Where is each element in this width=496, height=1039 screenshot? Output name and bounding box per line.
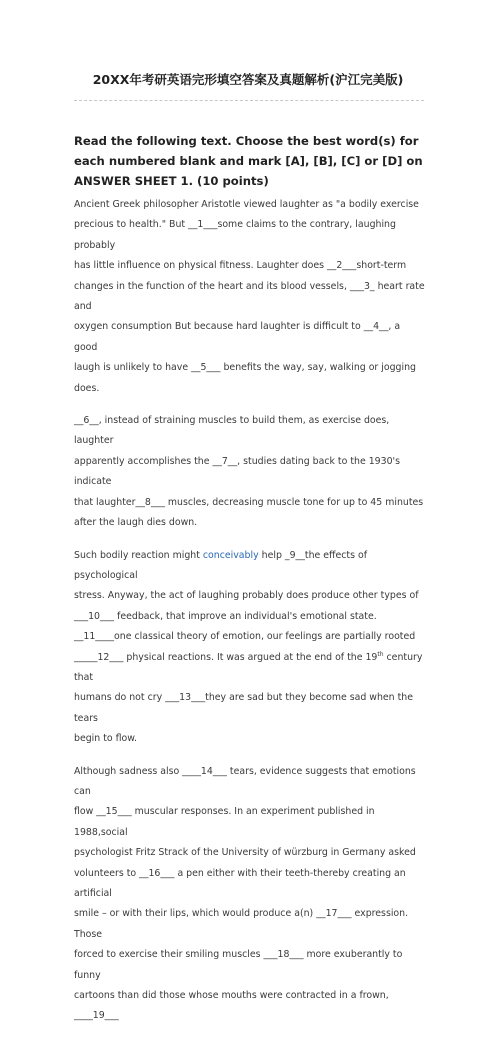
line: humans do not cry ___13___they are sad but they become sad when the tears xyxy=(74,692,413,724)
text: century that xyxy=(74,651,423,683)
line: changes in the function of the heart and its blood vessels, ___3_ heart rate and xyxy=(74,280,425,313)
paragraph-2 xyxy=(74,411,426,533)
line: forced to exercise their smiling muscles ___18___ more exuberantly to funny xyxy=(74,949,403,981)
line: Although sadness also ____14___ tears, evidence suggests that emotions can xyxy=(74,765,416,797)
line: stress. Anyway, the act of laughing probably does produce other types of xyxy=(74,590,419,602)
line: ___10___ feedback, that improve an individual's emotional state. xyxy=(74,610,377,622)
paragraph-3 xyxy=(74,546,426,750)
line: __6__, instead of straining muscles to build them, as exercise does, laughter xyxy=(74,415,390,447)
line: psychologist Fritz Strack of the University of würzburg in Germany asked xyxy=(74,847,416,859)
line: after the laugh dies down. xyxy=(74,517,198,529)
text: _____12___ physical reactions. It was argued at the end of the 19 xyxy=(74,651,378,663)
conceivably-link[interactable]: conceivably xyxy=(202,549,259,561)
line: cartoons than did those whose mouths were contracted in a frown, ____19___ xyxy=(74,990,389,1022)
line: oxygen consumption But because hard laughter is difficult to __4__, a good xyxy=(74,321,401,353)
document-title: 20XX年考研英语完形填空答案及真题解析(沪江完美版) xyxy=(92,72,404,87)
text: help _9__the effects of psychological xyxy=(74,549,367,581)
line: has little influence on physical fitness. Laughter does __2___short-term xyxy=(74,260,407,272)
instructions: Read the following text. Choose the best word(s) for each numbered blank and mark [A], [B], [C] or [D] on ANSWER SHEET 1. (10 points) xyxy=(74,134,423,188)
line: volunteers to __16___ a pen either with their teeth-thereby creating an artificial xyxy=(74,867,406,899)
line: laugh is unlikely to have __5___ benefits the way, say, walking or jogging does. xyxy=(74,362,417,394)
paragraph-1 xyxy=(74,195,426,399)
line: flow __15___ muscular responses. In an experiment published in 1988,social xyxy=(74,806,375,838)
line: begin to flow. xyxy=(74,733,138,745)
line: __11____one classical theory of emotion, our feelings are partially rooted xyxy=(74,631,416,643)
line: apparently accomplishes the __7__, studies dating back to the 1930's indicate xyxy=(74,455,401,488)
paragraph-4 xyxy=(74,762,426,1027)
line: smile – or with their lips, which would produce a(n) __17___ expression. Those xyxy=(74,908,409,940)
line: precious to health." But __1___some claims to the contrary, laughing probably xyxy=(74,219,396,251)
title-divider xyxy=(74,100,424,101)
superscript: th xyxy=(377,650,384,658)
line: that laughter__8___ muscles, decreasing muscle tone for up to 45 minutes xyxy=(74,496,424,508)
line xyxy=(74,648,426,689)
text: Such bodily reaction might xyxy=(74,549,203,561)
line: Ancient Greek philosopher Aristotle viewed laughter as "a bodily exercise xyxy=(74,199,419,210)
document-body xyxy=(74,131,426,1039)
line xyxy=(74,546,426,587)
